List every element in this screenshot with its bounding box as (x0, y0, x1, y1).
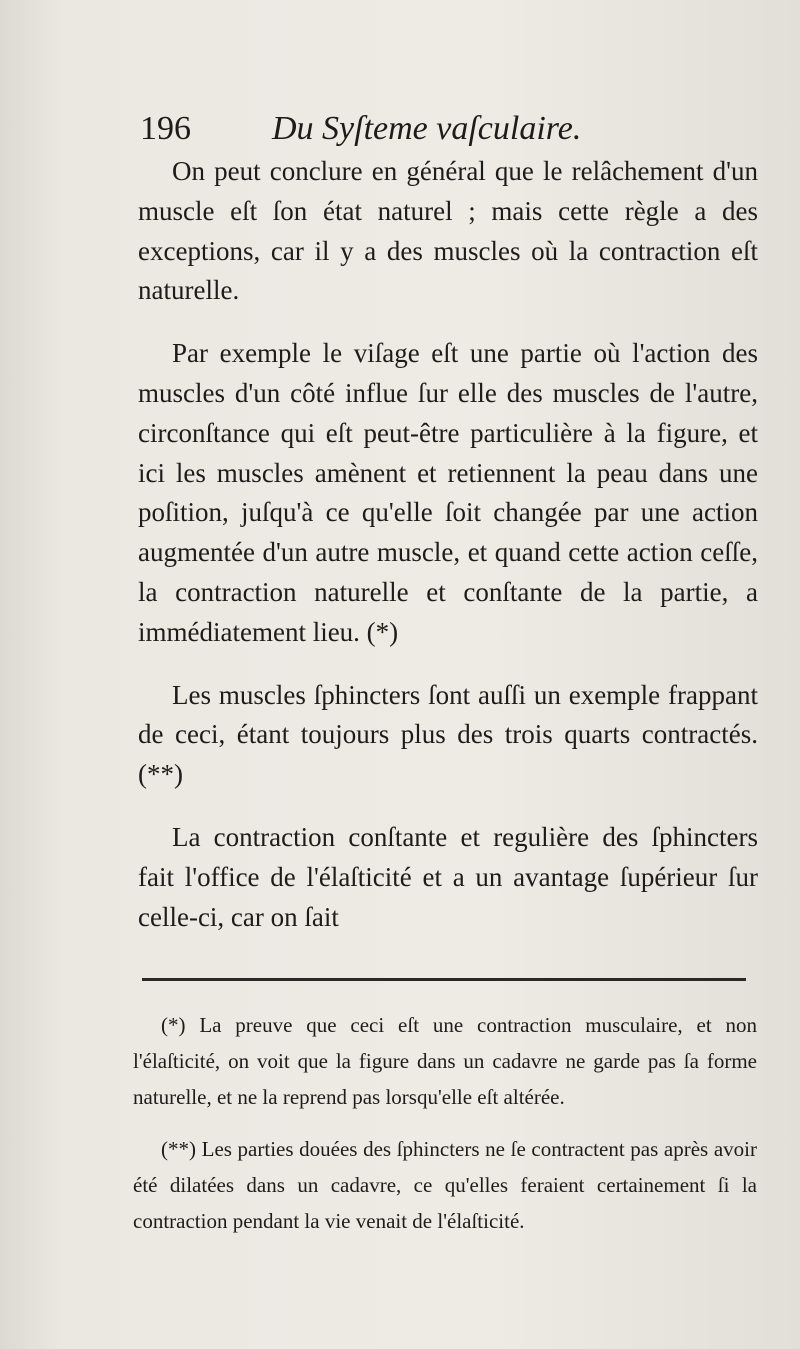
paragraph: Par exemple le viſage eſt une partie où l'action des muscles d'un côté influe ſur elle des muscles de l'autre, circonſtance qui eſt peut-être particulière à la figure, et ici les muscles amènent et retiennent la peau dans une poſition, juſqu'à ce qu'elle ſoit changée par une action augmentée d'un autre muscle, et quand cette action ceſſe, la contraction naturelle et conſtante de la partie, a immédiatement lieu. (*) (138, 338, 758, 647)
paragraph: La contraction conſtante et regulière des ſphincters fait l'office de l'élaſticité et a un avantage ſupérieur ſur celle-ci, car on ſait (138, 821, 758, 932)
page-number: 196 (140, 110, 191, 147)
running-title: Du Syſteme vaſculaire. (272, 110, 582, 147)
footnote: (*) La preuve que ceci eſt une contraction musculaire, et non l'élaſticité, on voit que la figure dans un cadavre ne garde pas ſa forme naturelle, et ne la reprend pas lorsqu'elle eſt altérée. (133, 1013, 757, 1109)
body-text (138, 152, 758, 960)
page-header (140, 110, 760, 150)
paragraph: Les muscles ſphincters ſont auſſi un exemple frappant de ceci, étant toujours plus des trois quarts contractés. (**) (138, 679, 758, 790)
footnote: (**) Les parties douées des ſphincters ne ſe contractent pas après avoir été dilatées dans un cadavre, ce qu'elles feraient certainement ſi la contraction pendant la vie venait de l'élaſticité. (133, 1137, 757, 1233)
paragraph: On peut conclure en général que le relâchement d'un muscle eſt ſon état naturel ; mais cette règle a des exceptions, car il y a des muscles où la contraction eſt naturelle. (138, 156, 758, 306)
footnotes (133, 1007, 757, 1255)
footnote-divider (142, 978, 746, 981)
